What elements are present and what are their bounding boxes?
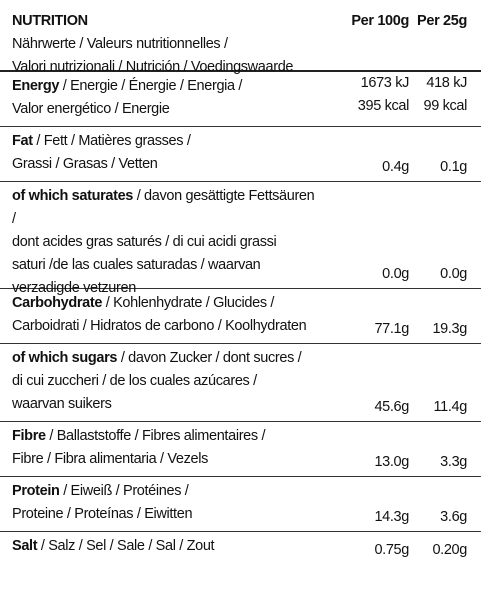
carbohydrate-per-25g: 19.3g [432,321,467,337]
nutrient-label-line-3: saturi /de las cuales saturadas / waarvan [12,257,261,273]
column-header-per-100g: Per 100g [351,13,409,29]
nutrient-label-line-2: Valor energético / Energie [12,101,170,117]
header-subtitle-line-2: Valori nutrizionali / Nutrición / Voedingswaarde [12,59,294,75]
nutrient-row-energy [0,72,481,127]
nutrient-row-fat [0,127,481,182]
nutrient-label-translations: / Salz / Sel / Sale / Sal / Zout [37,538,215,554]
nutrient-label-translations: / Ballaststoffe / Fibres alimentaires / [45,428,266,444]
salt-per-100g: 0.75g [374,542,409,558]
nutrient-values-fibre [321,422,467,476]
nutrient-row-salt [0,532,481,564]
protein-per-100g: 14.3g [374,509,409,525]
nutrient-label-line-2: di cui zuccheri / de los cuales azúcares / [12,373,257,389]
nutrient-values-salt [321,532,467,564]
nutrient-values-saturates [321,182,467,288]
nutrient-name-fat [12,127,321,181]
nutrient-values-fat [321,127,467,181]
nutrient-label-translations: / Fett / Matières grasses / [32,133,191,149]
nutrient-label-bold: Carbohydrate [12,295,103,311]
nutrient-name-sugars [12,344,321,421]
nutrient-label-translations: / Kohlenhydrate / Glucides / [102,295,275,311]
nutrient-label-bold: of which sugars [12,350,118,366]
nutrient-name-salt [12,532,321,564]
saturates-per-25g: 0.0g [440,266,467,282]
fat-per-25g: 0.1g [440,159,467,175]
energy-kj-per-100g: 1673 kJ [360,75,409,91]
nutrient-row-carbohydrate [0,289,481,344]
energy-kcal-per-25g: 99 kcal [423,98,467,114]
nutrient-label-bold: Energy [12,78,60,94]
nutrient-label-line-2: Proteine / Proteínas / Eiwitten [12,506,193,522]
nutrient-label-translations: / Eiweiß / Protéines / [59,483,189,499]
nutrient-label-bold: Salt [12,538,38,554]
nutrient-values-energy [321,72,467,126]
nutrient-label-line-2: Grassi / Grasas / Vetten [12,156,158,172]
nutrient-name-fibre [12,422,321,476]
nutrient-row-fibre [0,422,481,477]
nutrient-label-line-3: waarvan suikers [12,396,112,412]
nutrient-label-translations: / Energie / Énergie / Energia / [59,78,243,94]
carbohydrate-per-100g: 77.1g [374,321,409,337]
nutrient-label-line-2: Carboidrati / Hidratos de carbono / Koolhydraten [12,318,307,334]
nutrient-name-saturates [12,182,321,296]
nutrient-label-line-4: verzadigde vetzuren [12,280,136,296]
nutrient-values-carbohydrate [321,289,467,343]
nutrient-label-bold: Protein [12,483,60,499]
fibre-per-100g: 13.0g [374,454,409,470]
nutrient-name-protein [12,477,321,531]
salt-per-25g: 0.20g [432,542,467,558]
nutrient-name-energy [12,72,321,126]
protein-per-25g: 3.6g [440,509,467,525]
energy-kj-per-25g: 418 kJ [426,75,467,91]
nutrient-label-translations: / davon Zucker / dont sucres / [117,350,302,366]
fat-per-100g: 0.4g [382,159,409,175]
nutrient-label-bold: Fat [12,133,33,149]
fibre-per-25g: 3.3g [440,454,467,470]
nutrient-values-protein [321,477,467,531]
header-description [12,10,321,75]
sugars-per-100g: 45.6g [374,399,409,415]
nutrient-row-protein [0,477,481,532]
nutrient-row-saturates [0,182,481,296]
nutrient-label-bold: Fibre [12,428,46,444]
nutrient-label-bold: of which saturates [12,188,134,204]
nutrition-title: NUTRITION [12,13,88,29]
nutrient-row-sugars [0,344,481,422]
nutrient-name-carbohydrate [12,289,321,343]
column-header-per-25g: Per 25g [417,13,467,29]
header-subtitle-line-1: Nährwerte / Valeurs nutritionnelles / [12,36,228,52]
nutrient-label-line-2: Fibre / Fibra alimentaria / Vezels [12,451,209,467]
nutrient-values-sugars [321,344,467,421]
nutrient-label-translations: / davon gesättigte Fettsäuren / [12,188,315,227]
nutrient-label-line-2: dont acides gras saturés / di cui acidi grassi [12,234,277,250]
saturates-per-100g: 0.0g [382,266,409,282]
nutrition-header [0,0,481,75]
energy-kcal-per-100g: 395 kcal [357,98,409,114]
sugars-per-25g: 11.4g [433,399,467,415]
